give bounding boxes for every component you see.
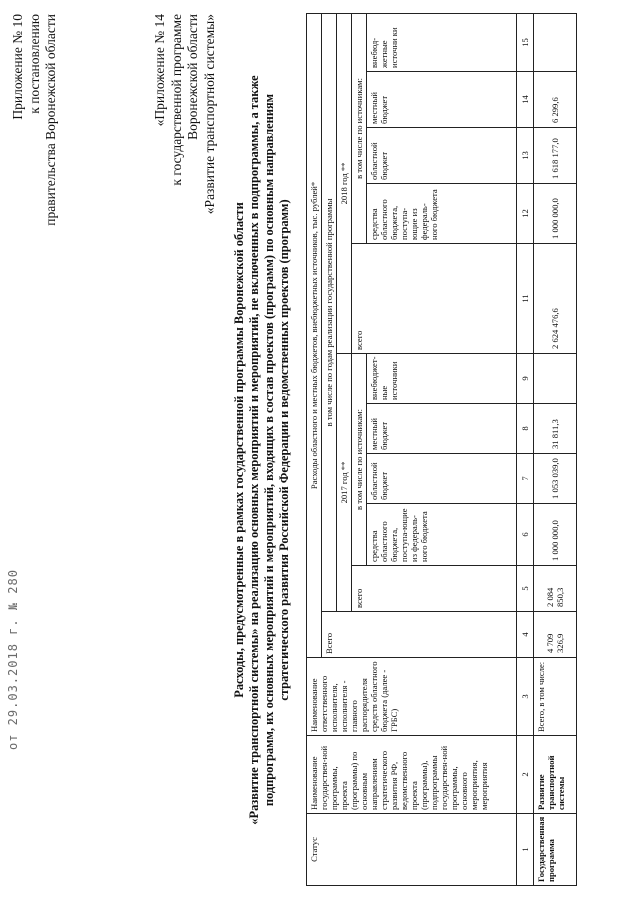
header-2017-local: местный бюджет [367,404,517,454]
header-expenses: Расходы областного и местных бюджетов, внебюджетных источников, тыс. рублей* [307,13,322,657]
column-index: 6 [517,504,534,566]
column-index: 9 [517,354,534,404]
row-2017-total: 2 084 850,3 [534,566,577,612]
row-2018-regional: 1 618 177,0 [534,128,577,184]
header-2018-subtotal: всего [352,244,517,354]
row-executor: Всего, в том числе: [534,658,577,736]
header-name: Наименование государствен-ной программы, проекта (программы) по основным направлениям стратегического развития РФ, ведомственного проекта (программы), подпрограммы государствен-ной программы, основного мероприятия, мероприятия [307,736,517,814]
column-index: 14 [517,72,534,128]
row-total: 4 709 326,9 [534,612,577,658]
title-line2: «Развитие транспортной системы» на реализацию основных мероприятий и мероприятий, не включенных в подпрограммы, а также [247,75,261,825]
appendix-10-line1: Приложение № 10 [10,14,25,120]
header-2017-regional: областной бюджет [367,454,517,504]
column-index: 12 [517,184,534,244]
row-2017-local: 31 811,3 [534,404,577,454]
table-row [534,13,577,885]
column-index: 13 [517,128,534,184]
title-line1: Расходы, предусмотренные в рамках государственной программы Воронежской области [232,202,246,698]
row-name: Развитие транспортной системы [534,736,577,814]
header-2017-extrabudget: внебюджет-ные источники [367,354,517,404]
column-index-row [517,13,534,885]
title-line3: подпрограмм, их основных мероприятий и мероприятий, входящих в состав проектов (программ) по основным направлениям [262,93,276,807]
appendix-10-header [10,14,60,226]
row-2017-regional: 1 053 039,0 [534,454,577,504]
appendix-10-line2: к постановлению [26,14,42,114]
appendix-14-line4: «Развитие транспортной системы» [201,14,217,215]
header-year-2017: 2017 год ** [337,354,352,612]
header-2018-extrabudget: внебюд-жетные источни ки [367,13,517,71]
appendix-14-line2: к государственной программе [168,14,184,186]
header-2018-by-sources: в том числе по источникам: [352,13,367,243]
title-line4: стратегического развития Российской Федерации и ведомственных проектов (программ) [277,199,291,701]
column-index: 15 [517,13,534,71]
row-2018-federal: 1 000 000,0 [534,184,577,244]
column-index: 1 [517,814,534,886]
appendix-14-header [152,14,218,214]
appendix-14-line3: Воронежской области [185,14,200,140]
header-2018-local: местный бюджет [367,72,517,128]
header-2018-federal: средства областного бюджета, поступа-ющие из федераль-ного бюджета [367,184,517,244]
column-index: 11 [517,244,534,354]
row-status: Государственная программа [534,814,577,886]
column-index: 4 [517,612,534,658]
row-2018-local: 6 299,6 [534,72,577,128]
header-total: Всего [322,612,517,658]
header-2017-federal: средства областного бюджета, поступа-ющие из федераль-ного бюджета [367,504,517,566]
column-index: 2 [517,736,534,814]
row-2017-federal: 1 000 000,0 [534,504,577,566]
header-by-years: в том числе по годам реализации государственной программы [322,13,337,611]
header-2017-subtotal: всего [352,566,517,612]
header-executor: Наименование ответственного исполнителя, исполнителя - главного распорядителя средств областного бюджета (далее - ГРБС) [307,658,517,736]
header-2017-by-sources: в том числе по источникам: [352,354,367,566]
header-year-2018: 2018 год ** [337,13,352,353]
column-index: 7 [517,454,534,504]
appendix-14-line1: «Приложение № 14 [152,14,167,127]
column-index: 3 [517,658,534,736]
row-2018-extrabudget [534,13,577,71]
expenses-table [306,13,577,886]
row-2017-extrabudget [534,354,577,404]
column-index: 8 [517,404,534,454]
row-2018-total: 2 624 476,6 [534,244,577,354]
document-title [232,25,292,875]
header-2018-regional: областной бюджет [367,128,517,184]
registration-stamp: от 29.03.2018 г. № 280 [6,569,20,750]
header-status: Статус [307,814,517,886]
appendix-10-line3: правительства Воронежской области [43,14,58,226]
column-index: 5 [517,566,534,612]
